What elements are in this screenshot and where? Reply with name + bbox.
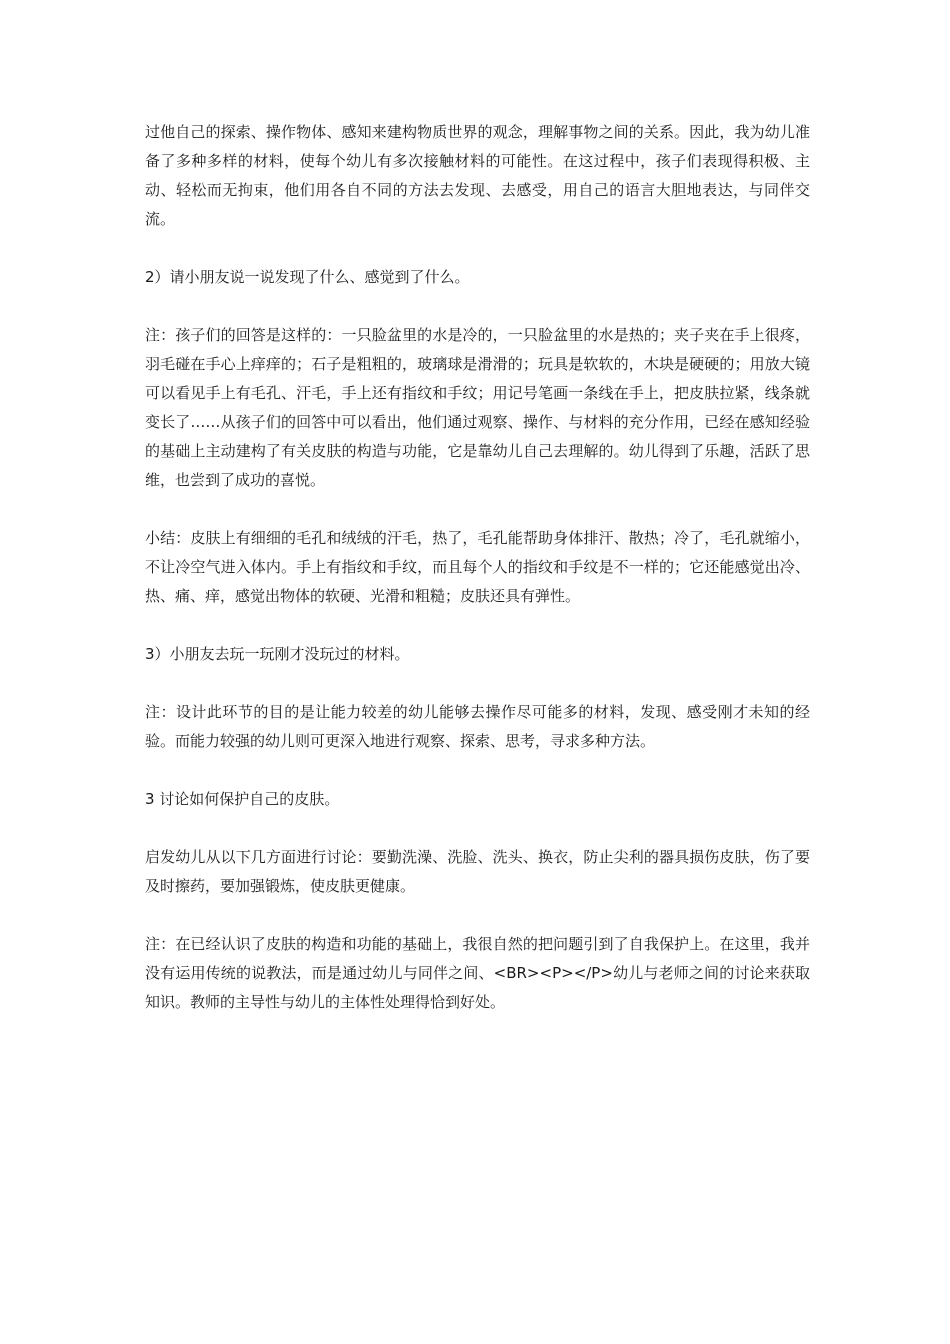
paragraph-exploration-intro: 过他自己的探索、操作物体、感知来建构物质世界的观念，理解事物之间的关系。因此，我为幼儿准备了多种多样的材料，使每个幼儿有多次接触材料的可能性。在这过程中，孩子们表现得积极、主动、轻松而无拘束，他们用各自不同的方法去发现、去感受，用自己的语言大胆地表达，与同伴交流。 [145,123,810,228]
paragraph-step-2: 2）请小朋友说一说发现了什么、感觉到了什么。 [145,268,470,286]
paragraph-step-3: 3）小朋友去玩一玩刚才没玩过的材料。 [145,645,410,663]
document-body [145,118,810,1046]
paragraph-discussion-guidance: 启发幼儿从以下几方面进行讨论：要勤洗澡、洗脸、洗头、换衣，防止尖利的器具损伤皮肤，伤了要及时擦药，要加强锻炼，使皮肤更健康。 [145,848,810,895]
paragraph-section-3-heading: 3 讨论如何保护自己的皮肤。 [145,790,340,808]
paragraph-note-self-protection: 注：在已经认识了皮肤的构造和功能的基础上，我很自然的把问题引到了自我保护上。在这里，我并没有运用传统的说教法，而是通过幼儿与同伴之间、<BR><P></P>幼儿与老师之间的讨论来获取知识。教师的主导性与幼儿的主体性处理得恰到好处。 [145,935,810,1011]
paragraph-summary: 小结：皮肤上有细细的毛孔和绒绒的汗毛，热了，毛孔能帮助身体排汗、散热；冷了，毛孔就缩小，不让冷空气进入体内。手上有指纹和手纹，而且每个人的指纹和手纹是不一样的；它还能感觉出冷、热、痛、痒，感觉出物体的软硬、光滑和粗糙；皮肤还具有弹性。 [145,529,810,605]
paragraph-note-design-purpose: 注：设计此环节的目的是让能力较差的幼儿能够去操作尽可能多的材料，发现、感受刚才未知的经验。而能力较强的幼儿则可更深入地进行观察、探索、思考，寻求多种方法。 [145,703,810,750]
paragraph-note-children-answers: 注：孩子们的回答是这样的：一只脸盆里的水是冷的，一只脸盆里的水是热的；夹子夹在手上很疼，羽毛碰在手心上痒痒的；石子是粗粗的，玻璃球是滑滑的；玩具是软软的，木块是硬硬的；用放大镜可以看见手上有毛孔、汗毛，手上还有指纹和手纹；用记号笔画一条线在手上，把皮肤拉紧，线条就变长了……从孩子们的回答中可以看出，他们通过观察、操作、与材料的充分作用，已经在感知经验的基础上主动建构了有关皮肤的构造与功能，它是靠幼儿自己去理解的。幼儿得到了乐趣，活跃了思维，也尝到了成功的喜悦。 [145,326,810,489]
